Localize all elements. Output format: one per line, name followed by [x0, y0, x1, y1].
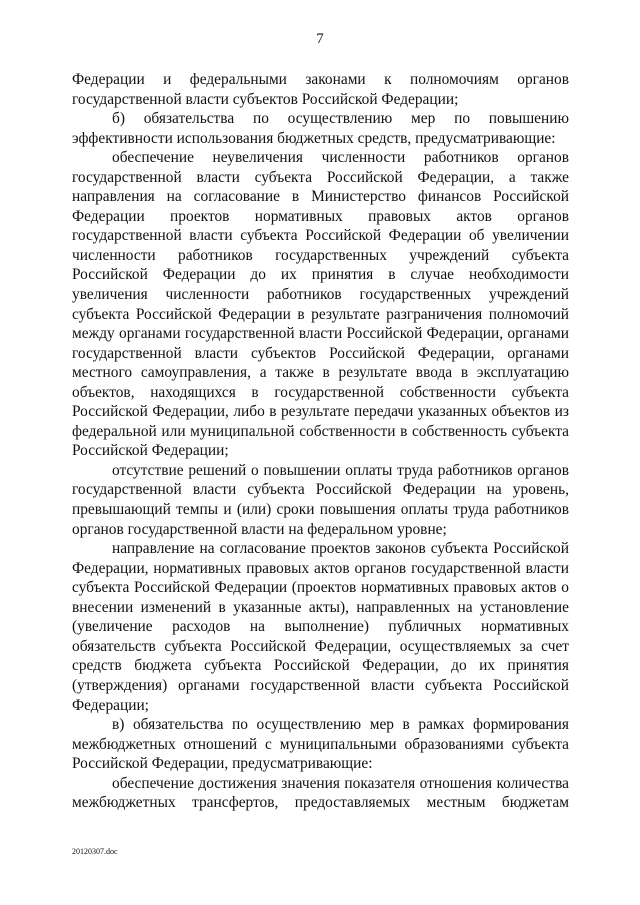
file-name-footer: 20120307.doc	[72, 847, 118, 856]
paragraph-item-v: в) обязательства по осуществлению мер в рамках формирования межбюджетных отношений с муниципальными образованиями субъекта Российской Федерации, предусматривающие:	[72, 716, 569, 773]
paragraph-salary: отсутствие решений о повышении оплаты труда работников органов государственной власти субъекта Российской Федерации на уровень, превышающий темпы и (или) сроки повышения оплаты труда работников органов государственной власти на федеральном уровне;	[72, 461, 569, 538]
paragraph-approval: направление на согласование проектов законов субъекта Российской Федерации, нормативных правовых актов органов государственной власти субъекта Российской Федерации (проектов нормативных правовых актов о внесении изменений в указанные акты), направленных на установление (увеличение расходов на выполнение) публичных нормативных обязательств субъекта Российской Федерации, осуществляемых за счет средств бюджета субъекта Российской Федерации, до их принятия (утверждения) органами государственной власти субъекта Российской Федерации;	[72, 540, 569, 714]
paragraph-continuation: Федерации и федеральными законами к полномочиям органов государственной власти субъектов Российской Федерации;	[72, 71, 569, 108]
paragraph-transfers: обеспечение достижения значения показателя отношения количества межбюджетных трансфертов, предоставляемых местным бюджетам	[72, 774, 569, 812]
paragraph-item-b: б) обязательства по осуществлению мер по повышению эффективности использования бюджетных средств, предусматривающие:	[72, 110, 569, 147]
page-number: 7	[316, 31, 324, 47]
body-text	[72, 70, 569, 813]
paragraph-headcount: обеспечение неувеличения численности работников органов государственной власти субъекта Российской Федерации, а также направления на согласование в Министерство финансов Российской Федерации проектов нормативных правовых актов органов государственной власти субъекта Российской Федерации об увеличении численности работников государственных учреждений субъекта Российской Федерации до их принятия в случае необходимости увеличения численности работников государственных учреждений субъекта Российской Федерации в результате разграничения полномочий между органами государственной власти Российской Федерации, органами государственной власти субъектов Российской Федерации, органами местного самоуправления, а также в результате ввода в эксплуатацию объектов, находящихся в государственной собственности субъекта Российской Федерации, либо в результате передачи указанных объектов из федеральной или муниципальной собственности в собственность субъекта Российской Федерации;	[72, 149, 569, 460]
